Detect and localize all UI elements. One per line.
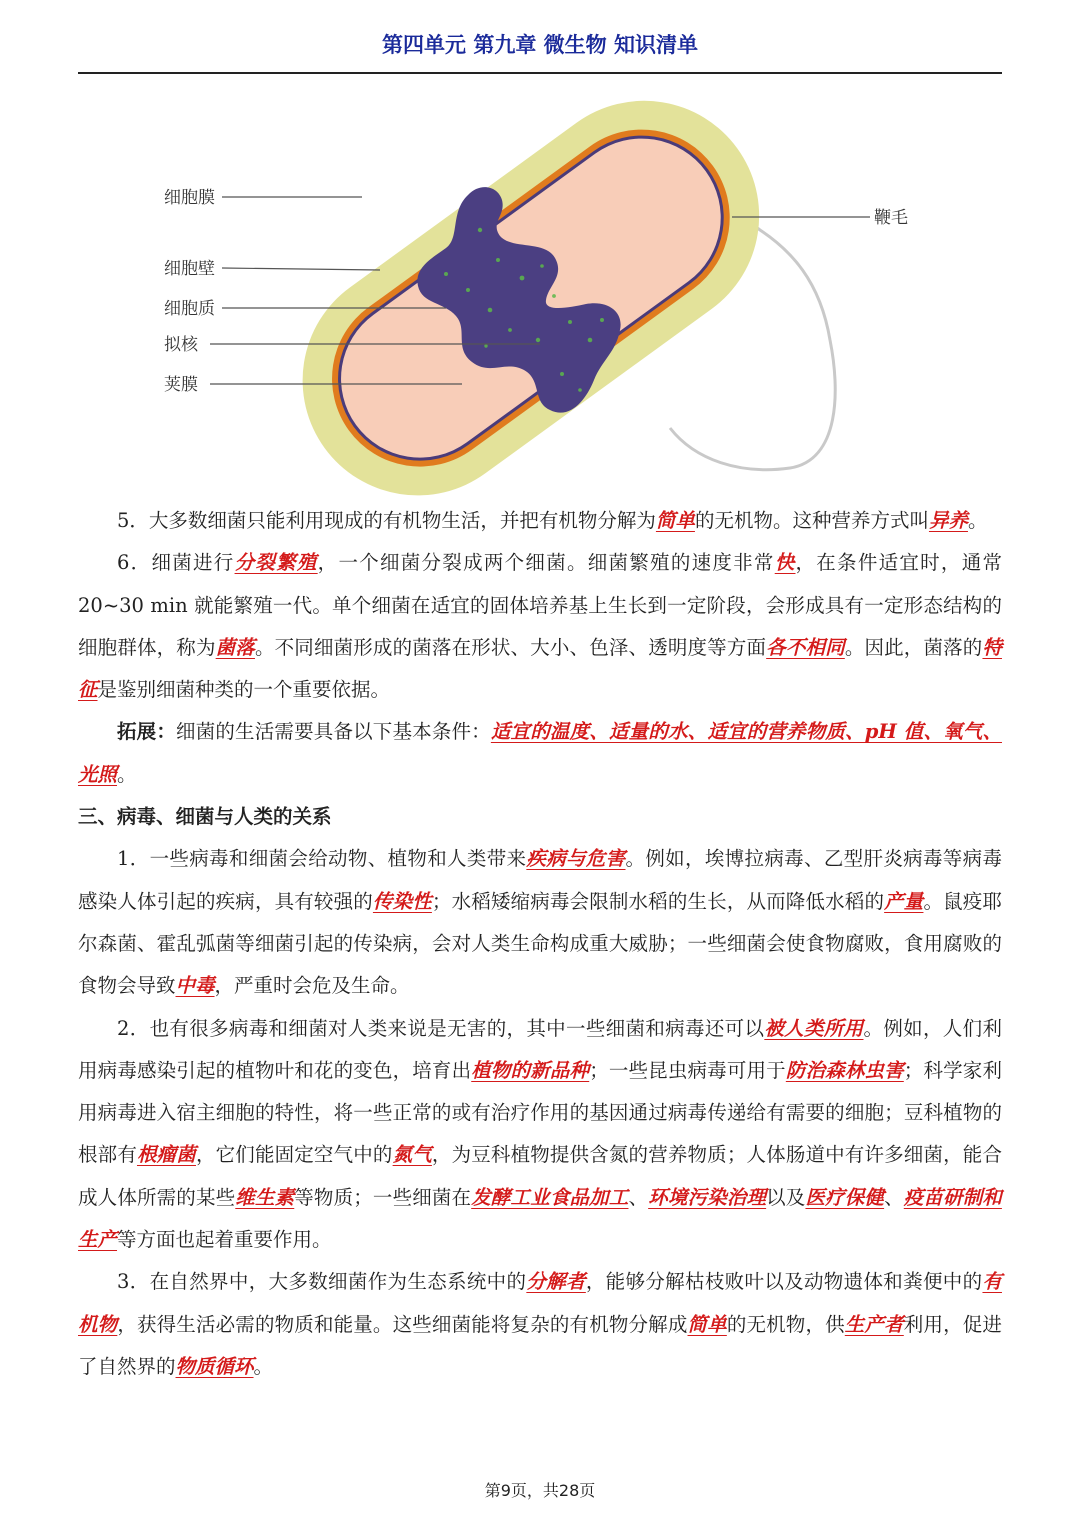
keyword: 维生素 [235, 1185, 295, 1209]
text: 。因此，菌落的 [844, 635, 983, 659]
page-footer [0, 1478, 1080, 1501]
page-number: 第9页，共28页 [484, 1481, 596, 1500]
label-cell-membrane: 细胞膜 [164, 188, 215, 208]
text: 。不同细菌形成的菌落在形状、大小、色泽、透明度等方面 [254, 635, 767, 659]
paragraph-s2 [78, 1008, 1002, 1262]
text: ，它们能固定空气中的 [195, 1143, 393, 1167]
text: 。 [117, 762, 137, 786]
text: 3．在自然界中，大多数细菌作为生态系统中的 [117, 1270, 527, 1294]
label-capsule: 荚膜 [164, 375, 198, 395]
label-nucleoid: 拟核 [164, 335, 198, 355]
keyword: 有机物 [78, 1270, 1002, 1336]
extension-paragraph [78, 711, 1002, 796]
text: 细菌的生活需要具备以下基本条件： [176, 720, 491, 744]
keyword: 疫苗研制和生产 [78, 1185, 1002, 1252]
keyword: 特征 [78, 635, 1002, 702]
label-cytoplasm: 细胞质 [164, 299, 215, 319]
paragraph-s3 [78, 1261, 1002, 1388]
text: 6．细菌进行 [117, 551, 235, 575]
keyword: 简单 [655, 509, 695, 532]
text: ；水稻矮缩病毒会限制水稻的生长，从而降低水稻的 [431, 889, 885, 913]
keyword: 物质循环 [175, 1354, 254, 1378]
keyword: 医疗保健 [805, 1185, 885, 1209]
keyword: 分解者 [526, 1270, 586, 1294]
text: 1．一些病毒和细菌会给动物、植物和人类带来 [117, 847, 527, 871]
text: 。 [253, 1354, 274, 1378]
keyword: 中毒 [175, 974, 215, 998]
paragraph-6 [78, 542, 1002, 711]
keyword: 植物的新品种 [471, 1058, 590, 1082]
text: ；科学家利用病毒进入宿主细胞的特性，将一些正常的或有治疗作用的基因通过病毒传递给有需要的细胞；豆科植物的根部有 [78, 1058, 1002, 1167]
keyword: 被人类所用 [764, 1016, 864, 1040]
paragraph-s1 [78, 838, 1002, 1007]
keyword: 产量 [884, 889, 924, 913]
page-title: 第四单元 第九章 微生物 知识清单 [382, 33, 698, 57]
keyword: 环境污染治理 [648, 1185, 767, 1209]
text: 的无机物。这种营养方式叫 [694, 509, 929, 532]
keyword: 根瘤菌 [136, 1143, 196, 1167]
page-header [78, 26, 1002, 74]
keyword: 氮气 [392, 1143, 432, 1167]
text: 。例如，埃博拉病毒、乙型肝炎病毒等病毒感染人体引起的疾病，具有较强的 [78, 847, 1002, 913]
text: 的无机物，供 [726, 1312, 845, 1336]
bacterium-diagram [150, 90, 930, 500]
bacterium-illustration [150, 90, 930, 500]
text: 5．大多数细菌只能利用现成的有机物生活，并把有机物分解为 [117, 509, 656, 532]
text: 。例如，人们利用病毒感染引起的植物叶和花的变色，培育出 [78, 1016, 1002, 1082]
text: ；一些昆虫病毒可用于 [589, 1058, 786, 1082]
label-cell-wall: 细胞壁 [164, 259, 215, 279]
keyword: 简单 [687, 1312, 727, 1336]
section-heading: 三、病毒、细菌与人类的关系 [78, 805, 332, 829]
leader-cell-wall [222, 268, 380, 270]
keyword: 适宜的温度、适量的水、适宜的营养物质、pH 值、氧气、光照 [78, 720, 1002, 786]
keyword: 生产者 [844, 1312, 904, 1336]
text: 。鼠疫耶尔森菌、霍乱弧菌等细菌引起的传染病，会对人类生命构成重大威胁；一些细菌会使食物腐败，食用腐败的食物会导致 [78, 889, 1002, 998]
text: ，获得生活必需的物质和能量。这些细菌能将复杂的有机物分解成 [117, 1312, 688, 1336]
text: 以及 [766, 1185, 806, 1209]
label-flagellum: 鞭毛 [874, 208, 908, 228]
text: 等物质；一些细菌在 [294, 1185, 472, 1209]
keyword: 菌落 [215, 635, 255, 659]
text: ，一个细菌分裂成两个细菌。细菌繁殖的速度非常 [317, 551, 775, 575]
text: 、 [884, 1185, 904, 1209]
paragraph-5 [78, 500, 1002, 542]
keyword: 异养 [928, 509, 968, 532]
text: ，为豆科植物提供含氮的营养物质；人体肠道中有许多细菌，能合成人体所需的某些 [78, 1143, 1002, 1209]
text: 2．也有很多病毒和细菌对人类来说是无害的，其中一些细菌和病毒还可以 [117, 1016, 765, 1040]
page-content [78, 500, 1002, 1388]
text: ，能够分解枯枝败叶以及动物遗体和粪便中的 [585, 1270, 983, 1294]
text: 是鉴别细菌种类的一个重要依据。 [97, 678, 391, 702]
extension-label: 拓展： [117, 720, 177, 744]
keyword: 防治森林虫害 [785, 1058, 904, 1082]
keyword: 各不相同 [766, 635, 845, 659]
text: ，严重时会危及生命。 [214, 974, 410, 998]
text: ，在条件适宜时，通常 20~30 min 就能繁殖一代。单个细菌在适宜的固体培养基上生长到一定阶段，会形成具有一定形态结构的细胞群体，称为 [78, 551, 1002, 659]
keyword: 发酵工业食品加工 [471, 1185, 629, 1209]
text: 、 [628, 1185, 649, 1209]
keyword: 分裂繁殖 [234, 551, 318, 575]
text: 利用，促进了自然界的 [78, 1312, 1002, 1378]
text: 。 [967, 509, 988, 532]
keyword: 疾病与危害 [526, 847, 626, 871]
text: 等方面也起着重要作用。 [117, 1228, 332, 1252]
keyword: 传染性 [372, 889, 432, 913]
keyword: 快 [774, 551, 796, 575]
